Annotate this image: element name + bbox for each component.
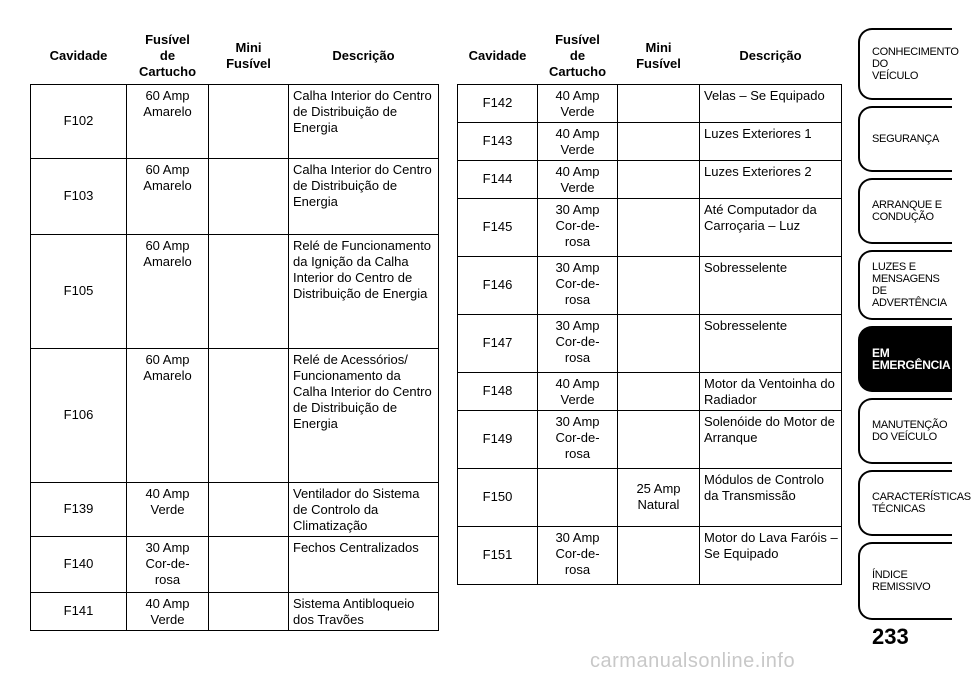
table-row xyxy=(458,160,842,198)
nav-tab-4[interactable] xyxy=(858,326,952,392)
fusivel-cartucho-cell: 30 Amp Cor-de- rosa xyxy=(127,536,209,592)
fusivel-cartucho-cell: 30 Amp Cor-de- rosa xyxy=(538,410,618,468)
table-row xyxy=(458,372,842,410)
descricao-cell: Calha Interior do Centro de Distribuição de Energia xyxy=(289,158,439,234)
table-row xyxy=(31,84,439,158)
fusivel-cartucho-cell: 40 Amp Verde xyxy=(127,482,209,536)
fusivel-cartucho-cell: 60 Amp Amarelo xyxy=(127,84,209,158)
fusivel-cartucho-cell: 40 Amp Verde xyxy=(538,122,618,160)
fusivel-cartucho-cell: 40 Amp Verde xyxy=(538,160,618,198)
descricao-cell: Módulos de Controlo da Transmissão xyxy=(700,468,842,526)
fusivel-cartucho-cell: 40 Amp Verde xyxy=(538,84,618,122)
nav-tab-label: MANUTENÇÃO DO VEÍCULO xyxy=(872,419,948,443)
table-row xyxy=(458,526,842,584)
descricao-cell: Relé de Funcionamento da Ignição da Calha Interior do Centro de Distribuição de Energia xyxy=(289,234,439,348)
mini-fusivel-cell xyxy=(209,84,289,158)
header-cavidade: Cavidade xyxy=(458,28,538,84)
cavidade-cell: F146 xyxy=(458,256,538,314)
fusivel-cartucho-cell xyxy=(538,468,618,526)
fuse-rows-right xyxy=(458,84,842,584)
table-row xyxy=(31,592,439,630)
descricao-cell: Sistema Antibloqueio dos Travões xyxy=(289,592,439,630)
table-row xyxy=(458,84,842,122)
fusivel-cartucho-cell: 60 Amp Amarelo xyxy=(127,348,209,482)
header-descricao: Descrição xyxy=(289,28,439,84)
cavidade-cell: F151 xyxy=(458,526,538,584)
mini-fusivel-cell xyxy=(618,314,700,372)
descricao-cell: Sobresselente xyxy=(700,314,842,372)
header-descricao: Descrição xyxy=(700,28,842,84)
cavidade-cell: F140 xyxy=(31,536,127,592)
cavidade-cell: F103 xyxy=(31,158,127,234)
mini-fusivel-cell xyxy=(618,256,700,314)
descricao-cell: Calha Interior do Centro de Distribuição de Energia xyxy=(289,84,439,158)
nav-tab-0[interactable] xyxy=(858,28,959,100)
fusivel-cartucho-cell: 30 Amp Cor-de- rosa xyxy=(538,314,618,372)
nav-tab-5[interactable] xyxy=(858,398,952,464)
cavidade-cell: F143 xyxy=(458,122,538,160)
mini-fusivel-cell xyxy=(209,348,289,482)
cavidade-cell: F142 xyxy=(458,84,538,122)
table-row xyxy=(31,482,439,536)
nav-tab-2[interactable] xyxy=(858,178,952,244)
mini-fusivel-cell xyxy=(618,160,700,198)
descricao-cell: Motor da Ventoinha do Radiador xyxy=(700,372,842,410)
header-fusivel-cartucho: Fusível de Cartucho xyxy=(127,28,209,84)
table-row xyxy=(458,468,842,526)
cavidade-cell: F150 xyxy=(458,468,538,526)
fusivel-cartucho-cell: 60 Amp Amarelo xyxy=(127,158,209,234)
watermark: carmanualsonline.info xyxy=(590,650,796,672)
cavidade-cell: F149 xyxy=(458,410,538,468)
mini-fusivel-cell xyxy=(618,526,700,584)
mini-fusivel-cell xyxy=(618,372,700,410)
mini-fusivel-cell xyxy=(618,122,700,160)
table-header-row xyxy=(31,28,439,84)
table-row xyxy=(31,158,439,234)
cavidade-cell: F106 xyxy=(31,348,127,482)
descricao-cell: Luzes Exteriores 2 xyxy=(700,160,842,198)
table-row xyxy=(458,410,842,468)
descricao-cell: Motor do Lava Faróis – Se Equipado xyxy=(700,526,842,584)
mini-fusivel-cell xyxy=(618,410,700,468)
nav-tab-7[interactable] xyxy=(858,542,952,620)
fusivel-cartucho-cell: 30 Amp Cor-de- rosa xyxy=(538,256,618,314)
descricao-cell: Até Computador da Carroçaria – Luz xyxy=(700,198,842,256)
nav-tab-label: EM EMERGÊNCIA xyxy=(872,346,951,372)
fusivel-cartucho-cell: 30 Amp Cor-de- rosa xyxy=(538,198,618,256)
nav-tab-1[interactable] xyxy=(858,106,952,172)
header-mini-fusivel: Mini Fusível xyxy=(618,28,700,84)
cavidade-cell: F148 xyxy=(458,372,538,410)
fusivel-cartucho-cell: 30 Amp Cor-de- rosa xyxy=(538,526,618,584)
descricao-cell: Relé de Acessórios/ Funcionamento da Calha Interior do Centro de Distribuição de Energia xyxy=(289,348,439,482)
header-cavidade: Cavidade xyxy=(31,28,127,84)
table-row xyxy=(31,348,439,482)
cavidade-cell: F105 xyxy=(31,234,127,348)
table-row xyxy=(31,234,439,348)
cavidade-cell: F145 xyxy=(458,198,538,256)
table-header-row xyxy=(458,28,842,84)
page-number: 233 xyxy=(872,624,909,649)
cavidade-cell: F147 xyxy=(458,314,538,372)
mini-fusivel-cell: 25 Amp Natural xyxy=(618,468,700,526)
descricao-cell: Sobresselente xyxy=(700,256,842,314)
nav-tab-label: ÍNDICE REMISSIVO xyxy=(872,569,931,593)
cavidade-cell: F141 xyxy=(31,592,127,630)
fuse-table-left xyxy=(30,28,439,631)
header-fusivel-cartucho: Fusível de Cartucho xyxy=(538,28,618,84)
nav-tab-label: ARRANQUE E CONDUÇÃO xyxy=(872,199,942,223)
header-mini-fusivel: Mini Fusível xyxy=(209,28,289,84)
mini-fusivel-cell xyxy=(618,198,700,256)
cavidade-cell: F102 xyxy=(31,84,127,158)
nav-tab-label: SEGURANÇA xyxy=(872,133,939,145)
mini-fusivel-cell xyxy=(209,536,289,592)
table-row xyxy=(458,256,842,314)
descricao-cell: Fechos Centralizados xyxy=(289,536,439,592)
table-row xyxy=(458,314,842,372)
nav-tab-6[interactable] xyxy=(858,470,971,536)
fuse-rows-left xyxy=(31,84,439,630)
descricao-cell: Ventilador do Sistema de Controlo da Climatização xyxy=(289,482,439,536)
table-row xyxy=(31,536,439,592)
nav-tab-3[interactable] xyxy=(858,250,952,320)
mini-fusivel-cell xyxy=(209,158,289,234)
nav-tab-label: LUZES E MENSAGENS DE ADVERTÊNCIA xyxy=(872,261,947,309)
mini-fusivel-cell xyxy=(618,84,700,122)
fusivel-cartucho-cell: 60 Amp Amarelo xyxy=(127,234,209,348)
descricao-cell: Luzes Exteriores 1 xyxy=(700,122,842,160)
mini-fusivel-cell xyxy=(209,482,289,536)
mini-fusivel-cell xyxy=(209,234,289,348)
cavidade-cell: F144 xyxy=(458,160,538,198)
descricao-cell: Solenóide do Motor de Arranque xyxy=(700,410,842,468)
fusivel-cartucho-cell: 40 Amp Verde xyxy=(127,592,209,630)
fuse-table-right xyxy=(457,28,842,585)
table-row xyxy=(458,198,842,256)
nav-tab-label: CARACTERÍSTICAS TÉCNICAS xyxy=(872,491,971,515)
nav-tab-label: CONHECIMENTO DO VEÍCULO xyxy=(872,46,959,82)
descricao-cell: Velas – Se Equipado xyxy=(700,84,842,122)
cavidade-cell: F139 xyxy=(31,482,127,536)
table-row xyxy=(458,122,842,160)
mini-fusivel-cell xyxy=(209,592,289,630)
fusivel-cartucho-cell: 40 Amp Verde xyxy=(538,372,618,410)
